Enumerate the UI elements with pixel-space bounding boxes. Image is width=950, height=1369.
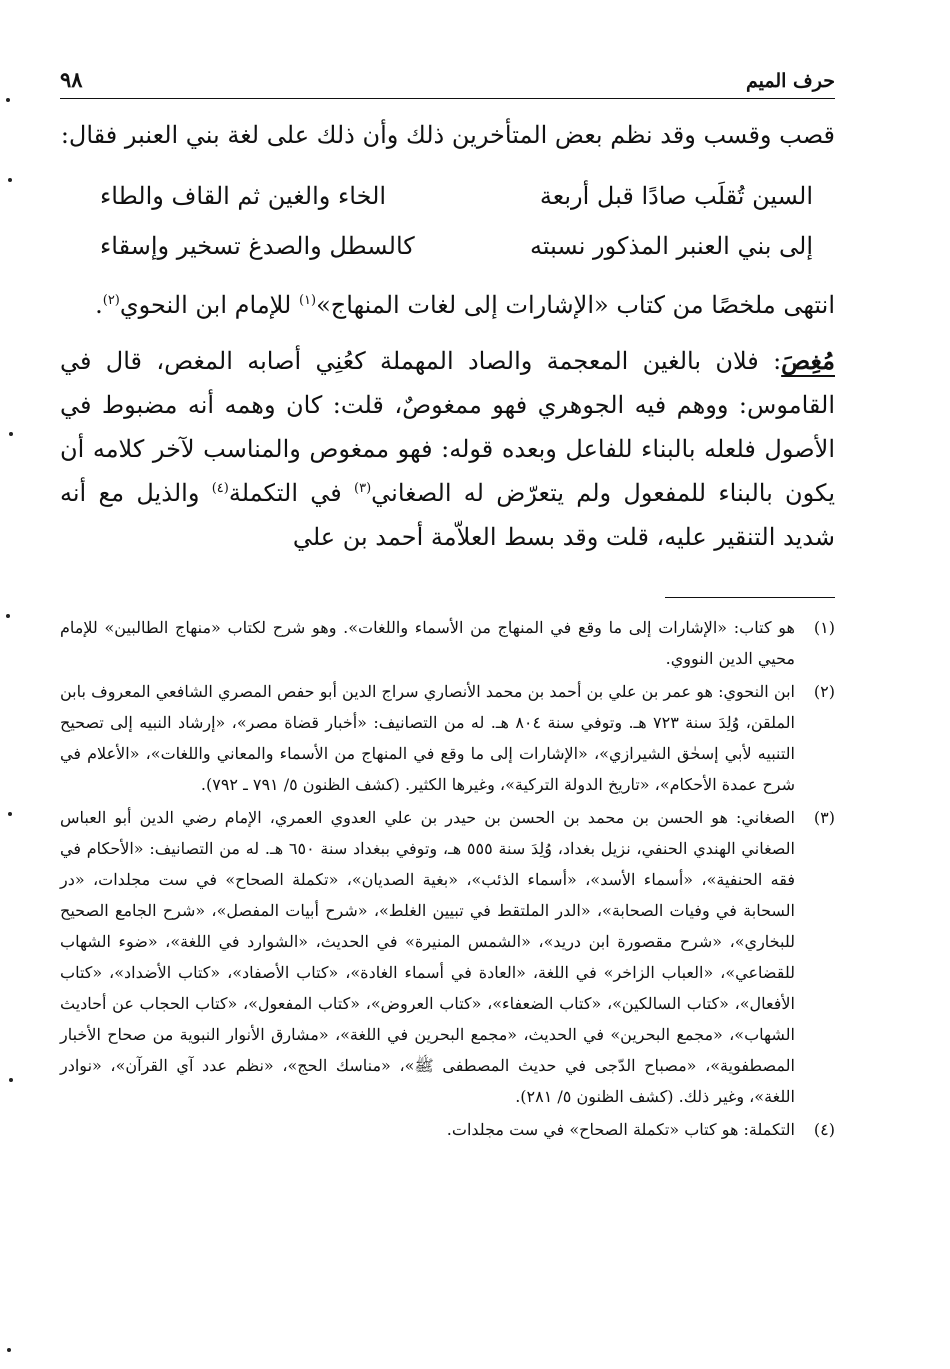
page-number: ٩٨ — [60, 67, 83, 92]
footnote-number: (٣) — [813, 808, 835, 827]
poem-verse — [60, 221, 835, 271]
margin-dot — [9, 1078, 13, 1082]
entry-text: : فلان بالغين المعجمة والصاد المهملة كعُنِي أصابه المغص، قال في القاموس: ووهم فيه الجوهري فهو ممغوصٌ، قلت: كان وهمه أنه مضبوط في الأصول فلعله بالبناء للفاعل وبعده قوله: فهو ممغوص والمناسب لآخر كلامه أن يكون بالبناء للمفعول ولم يتعرّض له الصغاني — [60, 347, 836, 507]
footnote-text: ابن النحوي: هو عمر بن علي بن أحمد بن محمد الأنصاري سراج الدين أبو حفص المصري الشافعي المعروف بابن الملقن، وُلِدَ سنة ٧٢٣ هـ. وتوفي سنة ٨٠٤ هـ. له من التصانيف: «أخبار قضاة مصر»، «إرشاد النبيه إلى تصحيح التنبيه لأبي إسحٰق الشيرازي»، «الإشارات إلى ما وقع في المنهاج من الأسماء والمعاني واللغات»، «الأعلام في شرح عمدة الأحكام»، «تاريخ الدولة التركية»، وغيرها الكثير. (كشف الظنون ٥/ ٧٩١ ـ ٧٩٢). — [60, 682, 796, 794]
poem — [60, 171, 835, 271]
footnote-text: الصغاني: هو الحسن بن محمد بن الحسن بن حيدر بن علي العدوي العمري، الإمام رضي الدين أبو العباس الصغاني الهندي الحنفي، نزيل بغداد، وُلِدَ سنة ٥٥٥ هـ، وتوفي ببغداد سنة ٦٥٠ هـ. له من التصانيف: «الأحكام في فقه الحنفية»، «أسماء الأسد»، «أسماء الذئب»، «بغية الصديان»، «تكملة الصحاح» في ست مجلدات، «در السحابة في وفيات الصحابة»، «الدر الملتقط في تبيين الغلط»، «شرح أبيات المفصل»، «شرح الجامع الصحيح للبخاري»، «شرح مقصورة ابن دريد»، «الشمس المنيرة» في الحديث، «الشوارد في اللغة»، «ضوء الشهاب للقضاعي»، «العباب الزاخر» في اللغة، «العادة في أسماء الغادة»، «كتاب الأصفاد»، «كتاب الأضداد»، «كتاب الأفعال»، «كتاب السالكين»، «كتاب الضعفاء»، «كتاب العروض»، «كتاب المفعول»، «كتاب الحجاب عن أحاديث الشهاب»، «مجمع البحرين» في الحديث، «مجمع البحرين في اللغة»، «مشارق الأنوار النبوية من صحاح الأخبار المصطفوية»، «مصباح الدّجى في حديث المصطفى ﷺ»، «مناسك الحج»، «نظم عدد آي القرآن»، «نوادر اللغة»، وغير ذلك. (كشف الظنون ٥/ ٢٨١). — [60, 808, 795, 1106]
footnote-text: هو كتاب: «الإشارات إلى ما وقع في المنهاج من الأسماء واللغات». وهو شرح لكتاب «منهاج الطالبين» للإمام محيي الدين النووي. — [60, 618, 795, 668]
main-text — [60, 113, 835, 559]
footnote-2 — [60, 676, 835, 800]
footnote-3 — [60, 802, 835, 1112]
margin-dot — [7, 1348, 11, 1352]
entry-paragraph — [60, 339, 835, 559]
margin-dot — [6, 614, 10, 618]
conclusion-text: . — [95, 291, 103, 319]
verse-first-hemistich: إلى بني العنبر المذكور نسبته — [529, 232, 813, 260]
footnote-1 — [60, 612, 835, 674]
verse-second-hemistich: كالسطل والصدغ تسخير وإسقاء — [100, 232, 415, 260]
footnote-ref-1: (١) — [298, 293, 317, 308]
footnote-separator — [665, 597, 835, 598]
footnote-text: التكملة: هو كتاب «تكملة الصحاح» في ست مجلدات. — [446, 1120, 795, 1139]
footnotes — [60, 612, 835, 1145]
margin-dot — [8, 812, 12, 816]
entry-text: والذيل مع أنه شديد التنقير عليه، قلت وقد بسط العلاّمة أحمد بن علي — [60, 479, 835, 551]
document-page — [60, 50, 835, 1340]
verse-second-hemistich: الخاء والغين ثم القاف والطاء — [100, 182, 387, 210]
poem-verse — [60, 171, 835, 221]
running-title: حرف الميم — [746, 70, 835, 92]
conclusion-paragraph — [60, 283, 835, 327]
conclusion-text: للإمام ابن النحوي — [119, 291, 299, 319]
footnote-number: (١) — [813, 618, 835, 637]
entry-headword: مُغِصَ — [781, 346, 835, 375]
footnote-ref-4: (٤) — [211, 481, 229, 496]
margin-dot — [8, 178, 12, 182]
footnote-ref-3: (٣) — [354, 481, 372, 496]
page-header — [60, 50, 835, 99]
footnote-number: (٤) — [813, 1120, 835, 1139]
entry-text: في التكملة — [228, 479, 355, 507]
verse-first-hemistich: السين تُقلَب صادًا قبل أربعة — [539, 182, 813, 210]
footnote-ref-2: (٢) — [102, 293, 120, 308]
footnote-number: (٢) — [813, 682, 835, 701]
footnote-4 — [60, 1114, 835, 1145]
intro-paragraph: قصب وقسب وقد نظم بعض المتأخرين ذلك وأن ذلك على لغة بني العنبر فقال: — [60, 121, 835, 149]
margin-dot — [9, 432, 13, 436]
margin-dot — [6, 98, 10, 102]
conclusion-text: انتهى ملخصًا من كتاب «الإشارات إلى لغات المنهاج» — [316, 291, 835, 319]
